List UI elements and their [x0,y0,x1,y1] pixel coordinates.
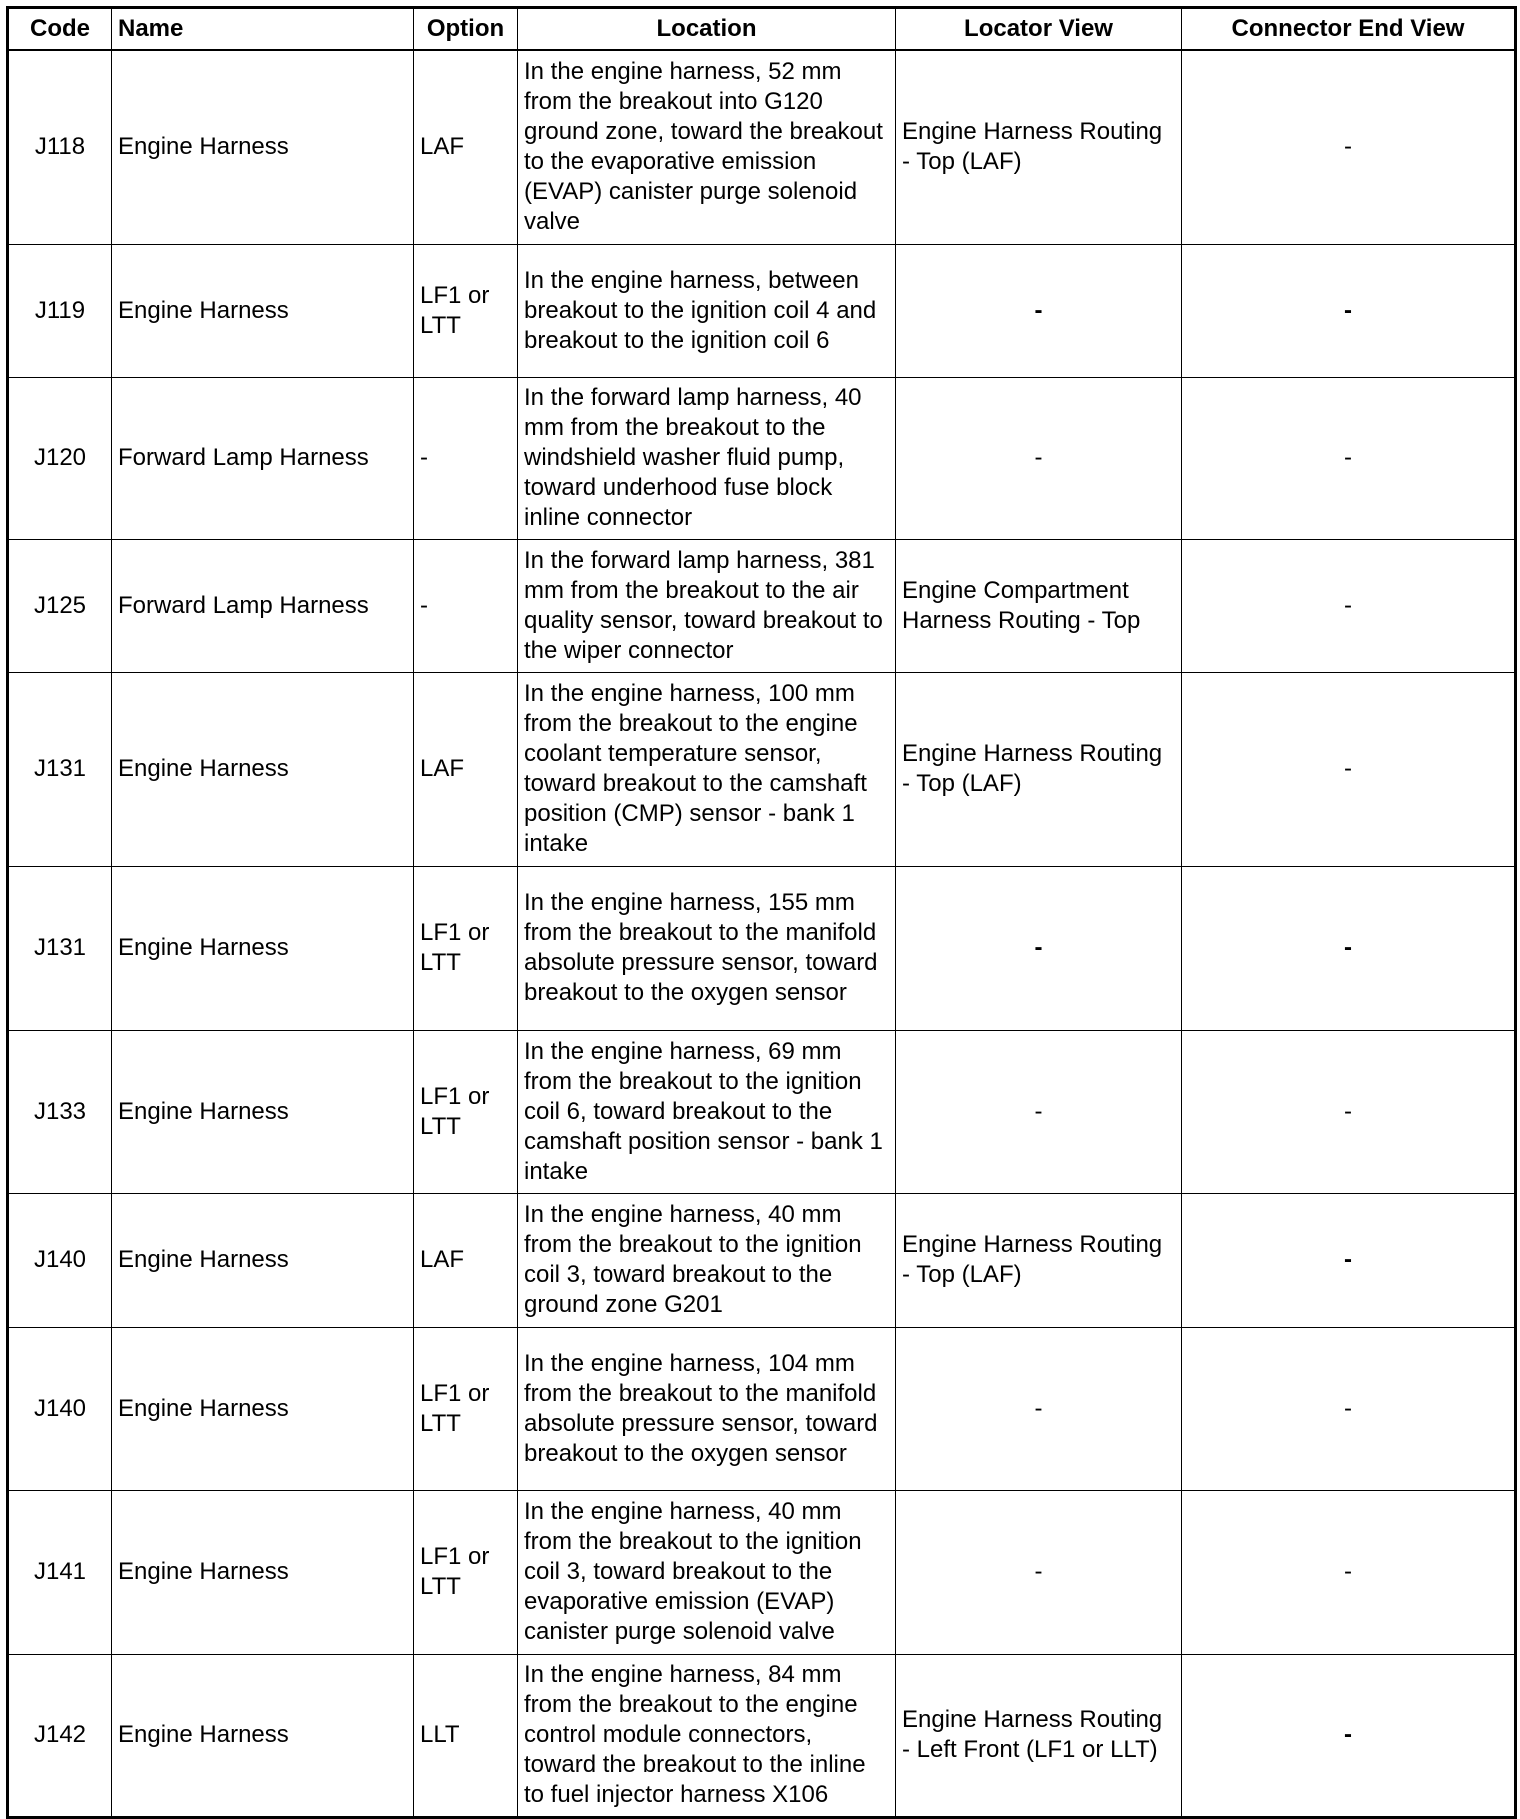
header-name: Name [112,8,414,51]
cell-location: In the forward lamp harness, 381 mm from the breakout to the air quality sensor, toward breakout to the wiper connector [518,539,896,672]
cell-connector-end-view: - [1182,1654,1516,1817]
cell-code: J140 [8,1327,112,1490]
cell-locator-view: - [896,1327,1182,1490]
cell-option: LF1 or LTT [414,866,518,1030]
cell-option: - [414,539,518,672]
table-row [8,1654,1516,1817]
cell-connector-end-view: - [1182,1030,1516,1193]
cell-location: In the engine harness, between breakout to the ignition coil 4 and breakout to the ignition coil 6 [518,244,896,377]
cell-name: Forward Lamp Harness [112,377,414,539]
cell-code: J125 [8,539,112,672]
cell-name: Engine Harness [112,1193,414,1327]
cell-name: Engine Harness [112,1030,414,1193]
cell-option: LF1 or LTT [414,1490,518,1654]
header-option: Option [414,8,518,51]
cell-name: Engine Harness [112,1327,414,1490]
table-row [8,1030,1516,1193]
cell-connector-end-view: - [1182,1193,1516,1327]
cell-locator-view: - [896,377,1182,539]
cell-connector-end-view: - [1182,866,1516,1030]
cell-locator-view: Engine Harness Routing - Top (LAF) [896,672,1182,866]
cell-code: J140 [8,1193,112,1327]
cell-code: J141 [8,1490,112,1654]
splice-table-page [6,6,1514,1819]
table-row [8,377,1516,539]
cell-code: J119 [8,244,112,377]
cell-option: LF1 or LTT [414,1327,518,1490]
cell-locator-view: - [896,244,1182,377]
cell-name: Engine Harness [112,244,414,377]
cell-option: LAF [414,672,518,866]
table-row [8,1193,1516,1327]
header-locator-view: Locator View [896,8,1182,51]
cell-location: In the engine harness, 84 mm from the breakout to the engine control module connectors, toward the breakout to the inline to fuel injector harness X106 [518,1654,896,1817]
cell-connector-end-view: - [1182,1490,1516,1654]
table-row [8,244,1516,377]
cell-connector-end-view: - [1182,1327,1516,1490]
cell-option: LAF [414,50,518,244]
cell-locator-view: Engine Compartment Harness Routing - Top [896,539,1182,672]
header-connector-end-view: Connector End View [1182,8,1516,51]
cell-location: In the engine harness, 52 mm from the breakout into G120 ground zone, toward the breakout to the evaporative emission (EVAP) canister purge solenoid valve [518,50,896,244]
cell-connector-end-view: - [1182,539,1516,672]
cell-code: J120 [8,377,112,539]
cell-name: Engine Harness [112,1490,414,1654]
cell-name: Engine Harness [112,1654,414,1817]
cell-option: - [414,377,518,539]
cell-code: J142 [8,1654,112,1817]
cell-locator-view: Engine Harness Routing - Top (LAF) [896,50,1182,244]
cell-connector-end-view: - [1182,244,1516,377]
cell-name: Engine Harness [112,50,414,244]
cell-locator-view: Engine Harness Routing - Left Front (LF1 or LLT) [896,1654,1182,1817]
table-row [8,672,1516,866]
cell-location: In the engine harness, 100 mm from the breakout to the engine coolant temperature sensor, toward breakout to the camshaft position (CMP) sensor - bank 1 intake [518,672,896,866]
cell-option: LF1 or LTT [414,244,518,377]
cell-code: J131 [8,672,112,866]
cell-location: In the forward lamp harness, 40 mm from the breakout to the windshield washer fluid pump, toward underhood fuse block inline connector [518,377,896,539]
table-row [8,1490,1516,1654]
cell-location: In the engine harness, 40 mm from the breakout to the ignition coil 3, toward breakout to the evaporative emission (EVAP) canister purge solenoid valve [518,1490,896,1654]
cell-location: In the engine harness, 40 mm from the breakout to the ignition coil 3, toward breakout to the ground zone G201 [518,1193,896,1327]
cell-location: In the engine harness, 69 mm from the breakout to the ignition coil 6, toward breakout to the camshaft position sensor - bank 1 intake [518,1030,896,1193]
cell-code: J131 [8,866,112,1030]
cell-connector-end-view: - [1182,377,1516,539]
cell-name: Engine Harness [112,866,414,1030]
cell-connector-end-view: - [1182,672,1516,866]
table-row [8,50,1516,244]
cell-location: In the engine harness, 155 mm from the breakout to the manifold absolute pressure sensor, toward breakout to the oxygen sensor [518,866,896,1030]
table-row [8,866,1516,1030]
table-header-row [8,8,1516,51]
cell-name: Forward Lamp Harness [112,539,414,672]
cell-locator-view: - [896,866,1182,1030]
cell-code: J133 [8,1030,112,1193]
cell-code: J118 [8,50,112,244]
cell-locator-view: Engine Harness Routing - Top (LAF) [896,1193,1182,1327]
cell-option: LF1 or LTT [414,1030,518,1193]
cell-connector-end-view: - [1182,50,1516,244]
cell-locator-view: - [896,1030,1182,1193]
splice-location-table [6,6,1517,1819]
header-code: Code [8,8,112,51]
cell-location: In the engine harness, 104 mm from the breakout to the manifold absolute pressure sensor, toward breakout to the oxygen sensor [518,1327,896,1490]
header-location: Location [518,8,896,51]
cell-option: LLT [414,1654,518,1817]
cell-option: LAF [414,1193,518,1327]
cell-name: Engine Harness [112,672,414,866]
table-row [8,539,1516,672]
table-row [8,1327,1516,1490]
cell-locator-view: - [896,1490,1182,1654]
